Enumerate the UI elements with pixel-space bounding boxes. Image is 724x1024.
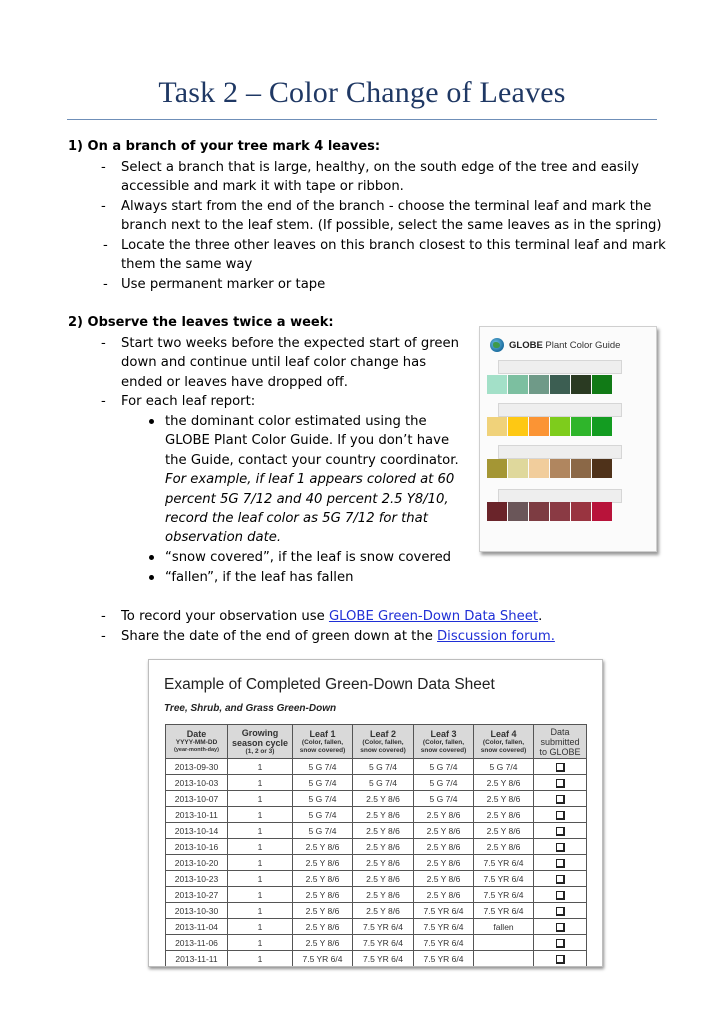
swatch-row [487, 502, 612, 521]
table-cell: 2013-11-04 [166, 919, 228, 935]
plant-color-guide-image [479, 326, 657, 552]
table-cell: 2013-10-23 [166, 871, 228, 887]
guide-label-bar [498, 403, 622, 417]
table-cell: 1 [228, 903, 293, 919]
bullet-text: the dominant color estimated using the [165, 414, 427, 429]
table-cell: 5 G 7/4 [293, 775, 353, 791]
table-cell: 2.5 Y 8/6 [353, 855, 414, 871]
title-divider [67, 119, 657, 120]
table-cell: 7.5 YR 6/4 [353, 951, 414, 967]
table-cell: 1 [228, 919, 293, 935]
submitted-checkbox-cell [534, 935, 587, 951]
data-sheet-title: Example of Completed Green-Down Data Sheet [164, 676, 495, 693]
record-suffix: . [538, 609, 543, 624]
table-cell: 7.5 YR 6/4 [353, 919, 414, 935]
checkbox-icon [556, 779, 565, 788]
example-text: For example, if leaf 1 appears colored at 60 [165, 472, 455, 488]
table-cell: 2.5 Y 8/6 [353, 871, 414, 887]
submitted-checkbox-cell [534, 823, 587, 839]
list-item-text: Use permanent marker or tape [121, 277, 326, 292]
table-cell: 7.5 YR 6/4 [414, 935, 474, 951]
column-header-leaf-4: Leaf 4 (Color, fallen, snow covered) [474, 725, 534, 759]
submitted-checkbox-cell [534, 887, 587, 903]
color-swatch [529, 375, 549, 394]
checkbox-icon [556, 939, 565, 948]
submitted-checkbox-cell [534, 919, 587, 935]
table-cell: 2.5 Y 8/6 [293, 919, 353, 935]
data-sheet-subtitle: Tree, Shrub, and Grass Green-Down [164, 703, 337, 714]
dash-marker: - [101, 160, 106, 175]
color-swatch [508, 459, 528, 478]
color-swatch [487, 459, 507, 478]
table-cell: 5 G 7/4 [414, 791, 474, 807]
table-cell: 2.5 Y 8/6 [293, 871, 353, 887]
bullet-marker [149, 555, 154, 560]
color-swatch [487, 502, 507, 521]
example-text: record the leaf color as 5G 7/12 for that [165, 511, 428, 526]
dash-marker: - [101, 336, 106, 351]
color-swatch [508, 417, 528, 436]
table-cell: 2.5 Y 8/6 [414, 871, 474, 887]
checkbox-icon [556, 907, 565, 916]
guide-label-bar [498, 360, 622, 374]
checkbox-icon [556, 875, 565, 884]
checkbox-icon [556, 811, 565, 820]
color-swatch [592, 417, 612, 436]
table-cell: 5 G 7/4 [353, 759, 414, 775]
dash-marker: - [103, 277, 108, 292]
table-cell: 2.5 Y 8/6 [353, 887, 414, 903]
table-header-row [166, 725, 587, 759]
swatch-row [487, 375, 612, 394]
table-cell: 2.5 Y 8/6 [353, 903, 414, 919]
green-down-data-sheet-image [148, 659, 603, 967]
list-item-text: ended or leaves have dropped off. [121, 374, 348, 390]
discussion-forum-link[interactable]: Discussion forum. [437, 628, 555, 644]
bullet-text: the Guide, contact your country coordinator. [165, 452, 459, 468]
bullet-marker [149, 419, 154, 424]
table-row [166, 839, 587, 855]
table-cell: 7.5 YR 6/4 [474, 903, 534, 919]
color-swatch [529, 417, 549, 436]
table-row [166, 791, 587, 807]
table-cell: 2.5 Y 8/6 [474, 791, 534, 807]
list-item-text: Start two weeks before the expected start of green [121, 336, 459, 351]
table-cell: 1 [228, 855, 293, 871]
submitted-checkbox-cell [534, 759, 587, 775]
page-title: Task 2 – Color Change of Leaves [158, 76, 566, 109]
table-row [166, 823, 587, 839]
list-item-text: down and continue until leaf color change has [121, 355, 427, 371]
table-cell: 7.5 YR 6/4 [353, 935, 414, 951]
table-cell: 1 [228, 775, 293, 791]
column-header-date: Date YYYY-MM-DD (year-month-day) [166, 725, 228, 759]
table-row [166, 951, 587, 967]
table-row [166, 775, 587, 791]
column-header-growing-season: Growing season cycle (1, 2 or 3) [228, 725, 293, 759]
submitted-checkbox-cell [534, 951, 587, 967]
list-item-text: them the same way [121, 257, 253, 273]
list-item-text: accessible and mark it with tape or ribbon. [121, 179, 404, 195]
table-cell: 2013-10-03 [166, 775, 228, 791]
color-swatch [508, 375, 528, 394]
guide-label-bar [498, 445, 622, 459]
table-cell: 1 [228, 871, 293, 887]
table-cell: 2013-10-27 [166, 887, 228, 903]
table-cell: 7.5 YR 6/4 [414, 951, 474, 967]
color-swatch [592, 375, 612, 394]
table-cell: 7.5 YR 6/4 [474, 887, 534, 903]
table-row [166, 903, 587, 919]
table-cell: 7.5 YR 6/4 [414, 903, 474, 919]
column-header-data-submitted: Data submitted to GLOBE [534, 725, 587, 759]
table-cell: 2.5 Y 8/6 [474, 823, 534, 839]
table-row [166, 871, 587, 887]
submitted-checkbox-cell [534, 855, 587, 871]
table-cell: 2.5 Y 8/6 [353, 823, 414, 839]
color-swatch [571, 502, 591, 521]
table-cell: 1 [228, 839, 293, 855]
color-swatch [550, 459, 570, 478]
green-down-table [165, 724, 587, 967]
color-swatch [550, 417, 570, 436]
dash-marker: - [101, 394, 106, 409]
section-1-heading: 1) On a branch of your tree mark 4 leaves: [68, 139, 381, 154]
table-cell: 2.5 Y 8/6 [474, 839, 534, 855]
table-cell: 2.5 Y 8/6 [414, 839, 474, 855]
table-cell: 1 [228, 807, 293, 823]
checkbox-icon [556, 859, 565, 868]
table-cell: 2.5 Y 8/6 [414, 855, 474, 871]
table-cell: 7.5 YR 6/4 [474, 855, 534, 871]
table-cell: 2.5 Y 8/6 [474, 807, 534, 823]
share-text: Share the date of the end of green down at the [121, 628, 438, 644]
submitted-checkbox-cell [534, 871, 587, 887]
table-cell: 2.5 Y 8/6 [293, 839, 353, 855]
example-text: percent 5G 7/12 and 40 percent 2.5 Y8/10, [165, 491, 449, 507]
column-header-leaf-1: Leaf 1 (Color, fallen, snow covered) [293, 725, 353, 759]
color-swatch [571, 417, 591, 436]
table-cell: 2013-10-16 [166, 839, 228, 855]
green-down-data-sheet-link[interactable]: GLOBE Green-Down Data Sheet [328, 609, 539, 624]
checkbox-icon [556, 827, 565, 836]
record-text: To record your observation use [121, 609, 329, 624]
table-cell: 5 G 7/4 [293, 807, 353, 823]
table-cell: 1 [228, 887, 293, 903]
bullet-text: “snow covered”, if the leaf is snow covered [165, 550, 452, 565]
list-item-text: Always start from the end of the branch - choose the terminal leaf and mark the [121, 199, 652, 214]
table-cell: 2013-11-06 [166, 935, 228, 951]
color-swatch [550, 375, 570, 394]
table-cell: 2.5 Y 8/6 [414, 823, 474, 839]
color-swatch [592, 502, 612, 521]
dash-marker: - [101, 609, 106, 624]
table-row [166, 919, 587, 935]
color-swatch [508, 502, 528, 521]
table-cell: 1 [228, 823, 293, 839]
submitted-checkbox-cell [534, 775, 587, 791]
submitted-checkbox-cell [534, 791, 587, 807]
table-cell: 2013-11-11 [166, 951, 228, 967]
swatch-row [487, 459, 612, 478]
table-cell: 5 G 7/4 [414, 759, 474, 775]
table-cell: 2013-09-30 [166, 759, 228, 775]
list-item-text: Locate the three other leaves on this branch closest to this terminal leaf and mark [121, 238, 666, 253]
table-row [166, 887, 587, 903]
dash-marker: - [103, 238, 108, 253]
globe-logo-icon [490, 338, 504, 352]
table-cell: 7.5 YR 6/4 [474, 871, 534, 887]
table-cell: 7.5 YR 6/4 [293, 951, 353, 967]
checkbox-icon [556, 955, 565, 964]
table-cell: 2.5 Y 8/6 [474, 775, 534, 791]
submitted-checkbox-cell [534, 807, 587, 823]
table-cell: 1 [228, 951, 293, 967]
table-row [166, 935, 587, 951]
table-cell: 5 G 7/4 [293, 759, 353, 775]
list-item-text: Select a branch that is large, healthy, on the south edge of the tree and easily [121, 160, 639, 175]
table-cell: fallen [474, 919, 534, 935]
swatch-row [487, 417, 612, 436]
checkbox-icon [556, 795, 565, 804]
table-cell [474, 935, 534, 951]
table-cell: 1 [228, 791, 293, 807]
color-swatch [571, 459, 591, 478]
table-cell: 5 G 7/4 [293, 823, 353, 839]
column-header-leaf-2: Leaf 2 (Color, fallen, snow covered) [353, 725, 414, 759]
color-swatch [529, 502, 549, 521]
color-swatch [550, 502, 570, 521]
checkbox-icon [556, 843, 565, 852]
color-guide-header [490, 337, 620, 353]
color-swatch [592, 459, 612, 478]
checkbox-icon [556, 891, 565, 900]
color-swatch [487, 375, 507, 394]
submitted-checkbox-cell [534, 839, 587, 855]
table-cell: 2013-10-20 [166, 855, 228, 871]
column-header-leaf-3: Leaf 3 (Color, fallen, snow covered) [414, 725, 474, 759]
color-guide-title: GLOBE Plant Color Guide [509, 339, 621, 351]
color-swatch [529, 459, 549, 478]
table-cell: 2.5 Y 8/6 [353, 807, 414, 823]
checkbox-icon [556, 763, 565, 772]
table-cell: 1 [228, 759, 293, 775]
table-cell: 5 G 7/4 [293, 791, 353, 807]
section-2-heading: 2) Observe the leaves twice a week: [68, 315, 334, 330]
table-cell: 2.5 Y 8/6 [414, 887, 474, 903]
checkbox-icon [556, 923, 565, 932]
table-cell: 2.5 Y 8/6 [293, 855, 353, 871]
bullet-marker [149, 575, 154, 580]
table-cell: 2.5 Y 8/6 [293, 887, 353, 903]
dash-marker: - [101, 199, 106, 214]
color-swatch [487, 417, 507, 436]
table-cell: 2013-10-11 [166, 807, 228, 823]
color-swatch [571, 375, 591, 394]
table-row [166, 855, 587, 871]
table-cell: 2013-10-07 [166, 791, 228, 807]
table-cell: 2.5 Y 8/6 [293, 935, 353, 951]
table-cell: 2.5 Y 8/6 [353, 839, 414, 855]
table-cell: 2.5 Y 8/6 [353, 791, 414, 807]
table-cell: 2013-10-14 [166, 823, 228, 839]
example-text: observation date. [165, 530, 282, 546]
list-item-text: branch next to the leaf stem. (If possible, select the same leaves as in the spring) [121, 218, 662, 234]
table-cell: 2.5 Y 8/6 [414, 807, 474, 823]
table-cell: 2013-10-30 [166, 903, 228, 919]
table-row [166, 807, 587, 823]
table-cell [474, 951, 534, 967]
table-cell: 2.5 Y 8/6 [293, 903, 353, 919]
table-cell: 5 G 7/4 [474, 759, 534, 775]
submitted-checkbox-cell [534, 903, 587, 919]
table-cell: 5 G 7/4 [414, 775, 474, 791]
dash-marker: - [101, 628, 106, 644]
guide-label-bar [498, 489, 622, 503]
bullet-text: GLOBE Plant Color Guide. If you don’t have [165, 433, 450, 449]
table-cell: 1 [228, 935, 293, 951]
table-row [166, 759, 587, 775]
table-cell: 5 G 7/4 [353, 775, 414, 791]
list-item-text: For each leaf report: [121, 394, 256, 409]
table-cell: 7.5 YR 6/4 [414, 919, 474, 935]
bullet-text: “fallen”, if the leaf has fallen [165, 569, 354, 585]
